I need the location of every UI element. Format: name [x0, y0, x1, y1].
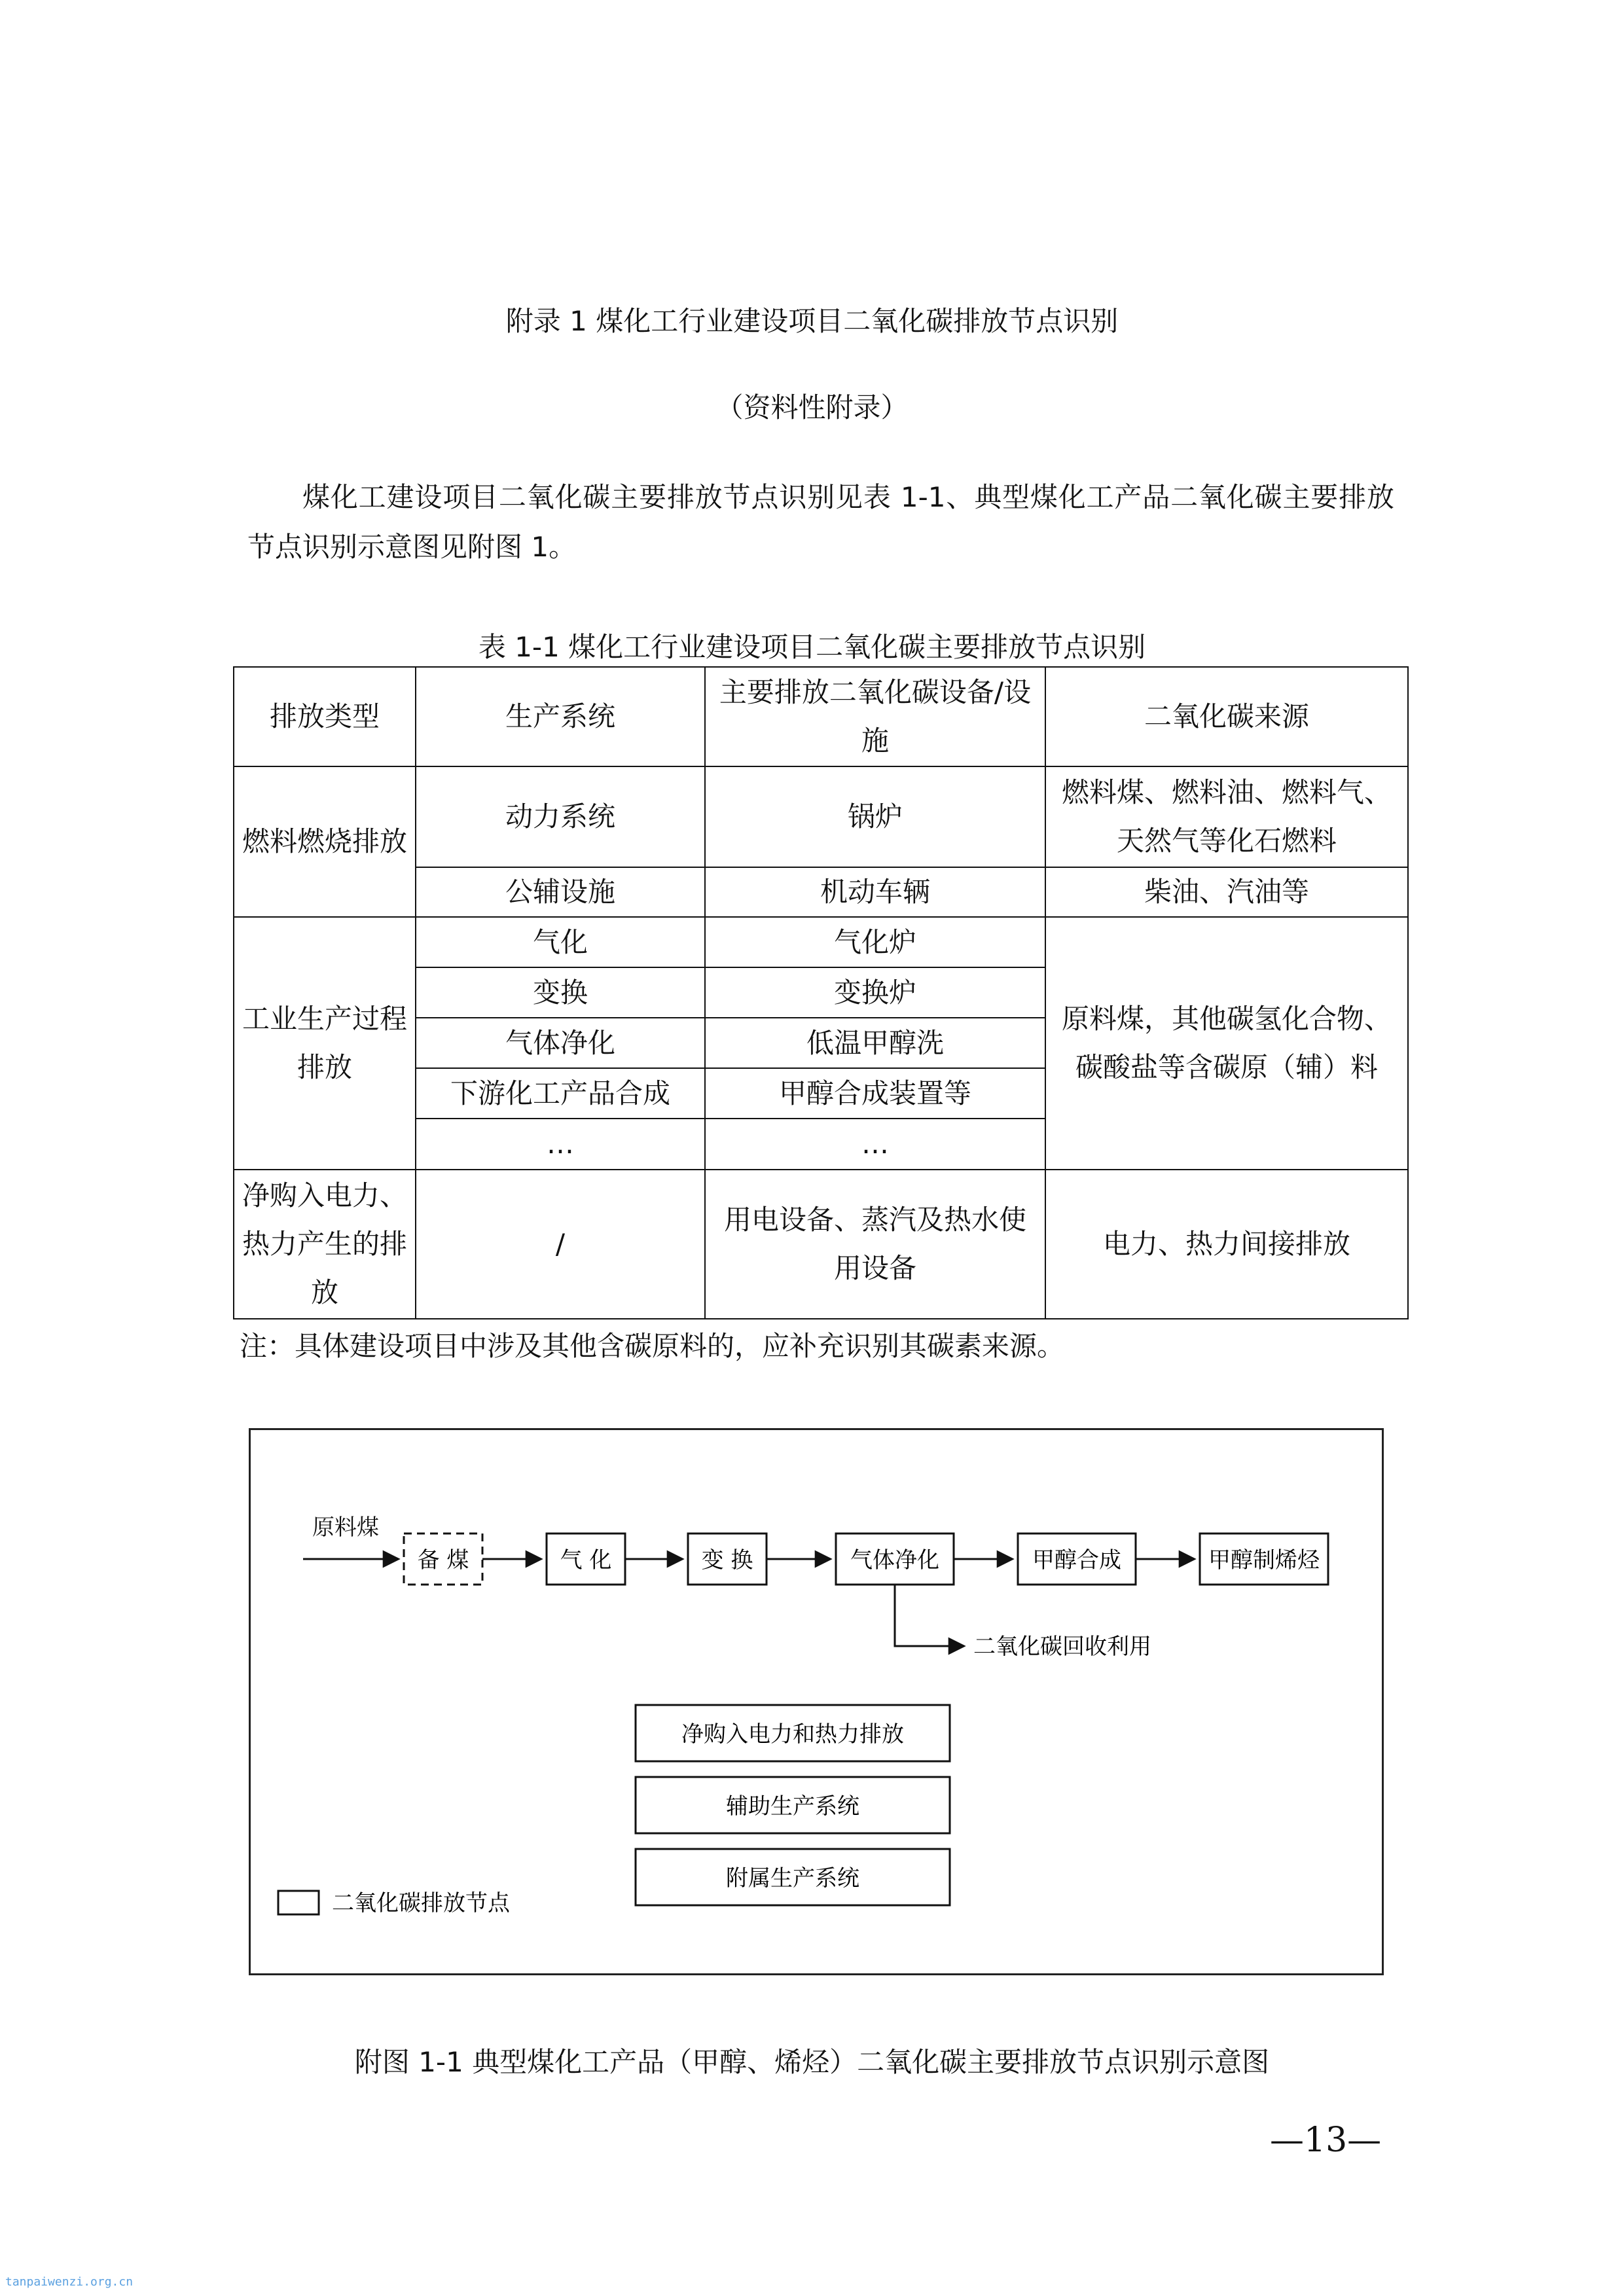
emission-type-cell: 工业生产过程排放: [234, 917, 416, 1170]
emission-node-table: [233, 666, 1409, 1319]
legend-label: 二氧化碳排放节点: [332, 1890, 510, 1916]
ancillary-system-label: 附属生产系统: [726, 1865, 859, 1892]
table-row: [234, 766, 1408, 867]
gas-purification-label: 气体净化: [850, 1547, 939, 1573]
source-cell: 柴油、汽油等: [1045, 867, 1408, 917]
table-note: 注：具体建设项目中涉及其他含碳原料的，应补充识别其碳素来源。: [240, 1330, 1065, 1362]
equipment-cell: 低温甲醇洗: [705, 1018, 1045, 1068]
equipment-cell: 变换炉: [705, 967, 1045, 1018]
emission-type-cell: 净购入电力、热力产生的排放: [234, 1170, 416, 1319]
emission-type-cell: 燃料燃烧排放: [234, 766, 416, 917]
shift-label: 变 换: [701, 1547, 753, 1573]
header-cell: 主要排放二氧化碳设备/设施: [705, 667, 1045, 766]
system-cell: 动力系统: [416, 766, 705, 867]
table-row: [234, 917, 1408, 967]
input-label: 原料煤: [312, 1515, 379, 1541]
auxiliary-system-label: 辅助生产系统: [726, 1793, 859, 1820]
system-cell: 变换: [416, 967, 705, 1018]
intro-paragraph: 煤化工建设项目二氧化碳主要排放节点识别见表 1-1、典型煤化工产品二氧化碳主要排放节点识别示意图见附图 1。: [247, 481, 1394, 563]
gasification-label: 气 化: [560, 1547, 612, 1573]
figure-caption: 附图 1-1 典型煤化工产品（甲醇、烯烃）二氧化碳主要排放节点识别示意图: [354, 2046, 1270, 2078]
system-cell: 气化: [416, 917, 705, 967]
system-cell: 气体净化: [416, 1018, 705, 1068]
purchased-power-heat-label: 净购入电力和热力排放: [681, 1721, 904, 1748]
source-cell: 燃料煤、燃料油、燃料气、天然气等化石燃料: [1045, 766, 1408, 867]
system-cell: 下游化工产品合成: [416, 1068, 705, 1119]
coal-prep-label: 备 煤: [417, 1547, 469, 1573]
recovery-branch-arrow: [895, 1585, 964, 1646]
equipment-cell: 甲醇合成装置等: [705, 1068, 1045, 1119]
mto-label: 甲醇制烯烃: [1208, 1547, 1320, 1573]
appendix-subtitle: （资料性附录）: [715, 391, 909, 423]
table-header-row: [234, 667, 1408, 766]
header-cell: 排放类型: [234, 667, 416, 766]
equipment-cell: 用电设备、蒸汽及热水使用设备: [705, 1170, 1045, 1319]
co2-recovery-label: 二氧化碳回收利用: [973, 1634, 1151, 1660]
flow-diagram: [251, 1430, 1382, 1973]
header-cell: 生产系统: [416, 667, 705, 766]
legend-swatch: [278, 1891, 319, 1914]
equipment-cell: 机动车辆: [705, 867, 1045, 917]
system-cell: /: [416, 1170, 705, 1319]
equipment-cell: 气化炉: [705, 917, 1045, 967]
source-cell: 原料煤，其他碳氢化合物、碳酸盐等含碳原（辅）料: [1045, 917, 1408, 1170]
watermark-text: tanpaiwenzi.org.cn: [5, 2275, 134, 2289]
flow-diagram-frame: [249, 1428, 1384, 1975]
system-cell: 公辅设施: [416, 867, 705, 917]
source-cell: 电力、热力间接排放: [1045, 1170, 1408, 1319]
equipment-cell: …: [705, 1119, 1045, 1170]
table-row: [234, 1170, 1408, 1319]
page-number: —13—: [1270, 2121, 1382, 2160]
appendix-title: 附录 1 煤化工行业建设项目二氧化碳排放节点识别: [505, 305, 1119, 337]
header-cell: 二氧化碳来源: [1045, 667, 1408, 766]
equipment-cell: 锅炉: [705, 766, 1045, 867]
table-caption: 表 1-1 煤化工行业建设项目二氧化碳主要排放节点识别: [478, 631, 1146, 663]
system-cell: …: [416, 1119, 705, 1170]
methanol-synthesis-label: 甲醇合成: [1032, 1547, 1121, 1573]
